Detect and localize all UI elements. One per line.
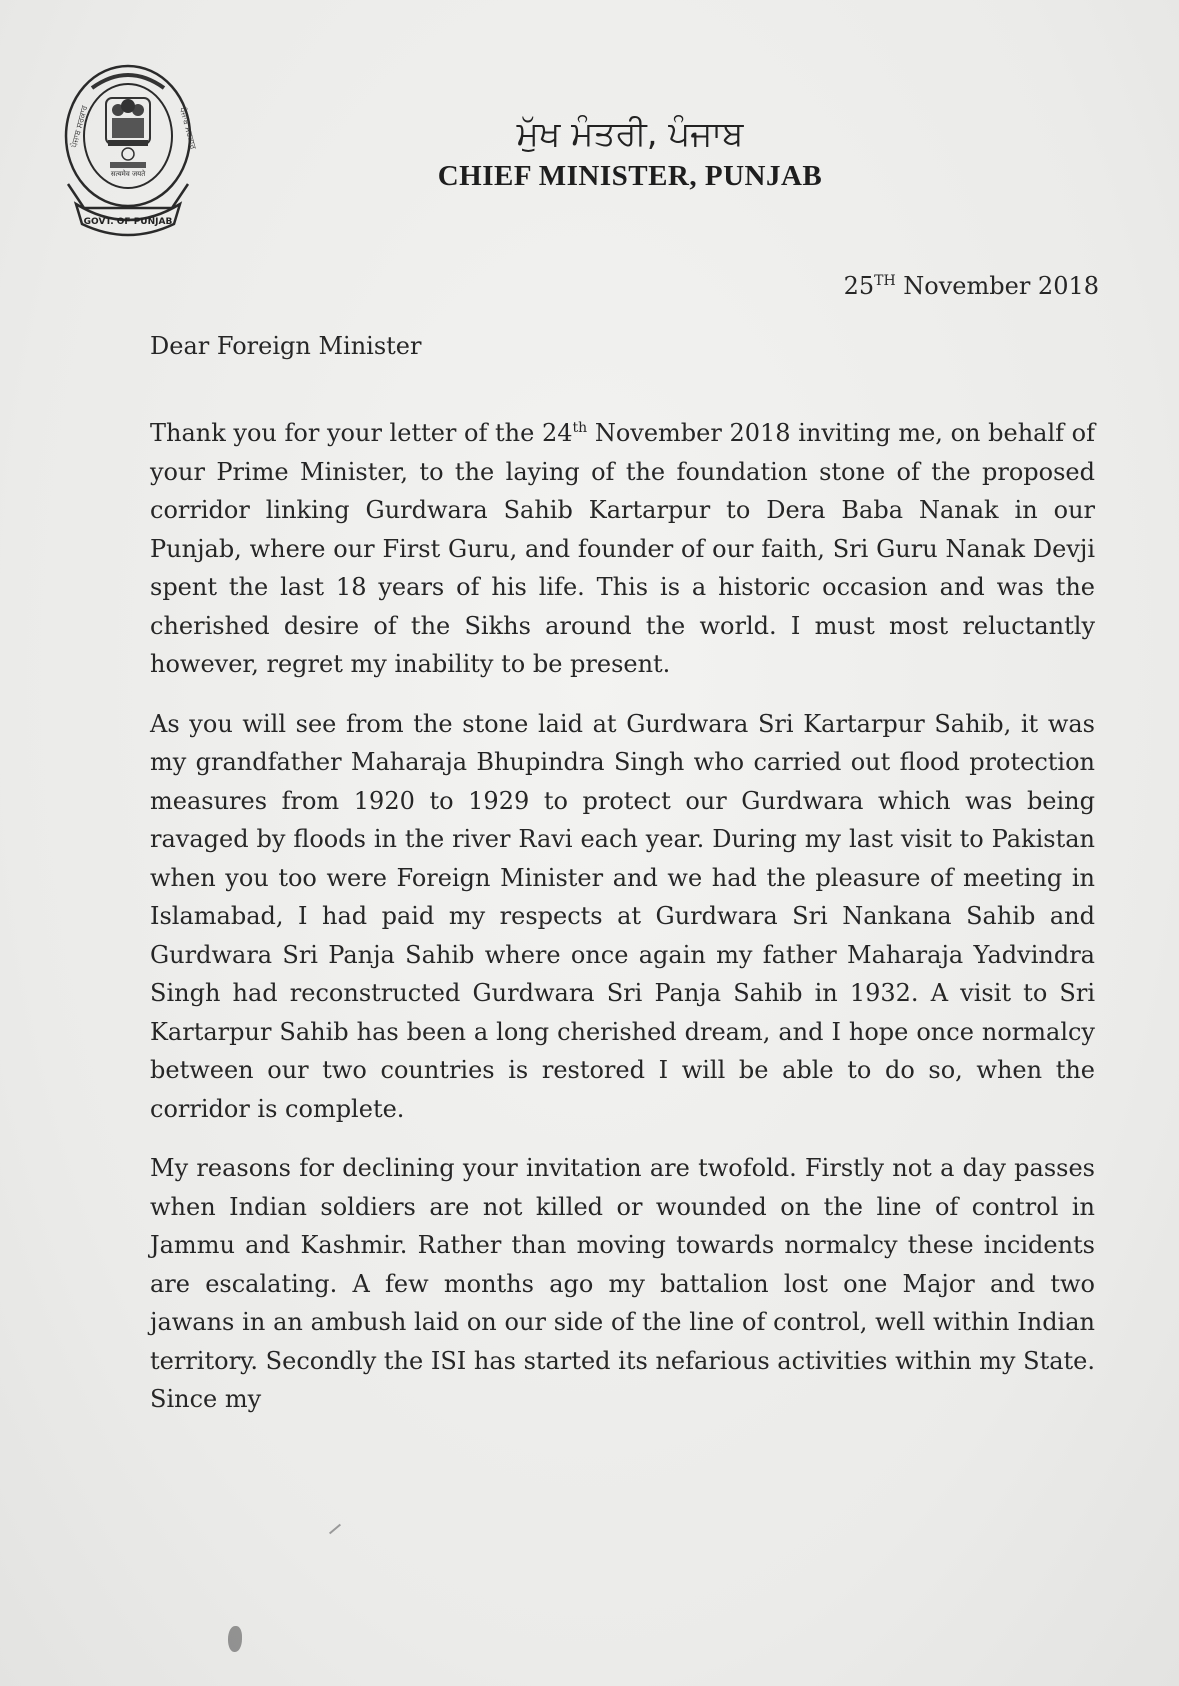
seal-right-text: ਪੰਜਾਬ ਸਰਕਾਰ: [178, 106, 198, 151]
letter-body: [150, 414, 1095, 1440]
ink-smudge: [228, 1626, 242, 1652]
date-suffix: TH: [874, 273, 896, 289]
seal-bottom-text: GOVT. OF PUNJAB: [83, 217, 173, 227]
government-seal-icon: [62, 58, 198, 236]
letterhead-title-punjabi: ਮੁੱਖ ਮੰਤਰੀ, ਪੰਜਾਬ: [516, 114, 744, 154]
paragraph-1-rest: November 2018 inviting me, on behalf of your Prime Minister, to the laying of the foundation stone of the proposed corridor linking Gurdwara Sahib Kartarpur to Dera Baba Nanak in our Punjab, where our First Guru, and founder of our faith, Sri Guru Nanak Devji spent the last 18 years of his life. This is a historic occasion and was the cherished desire of the Sikhs around the world. I must most reluctantly however, regret my inability to be present.: [150, 419, 1095, 678]
date-day: 25: [843, 272, 875, 300]
seal-left-text: ਪੰਜਾਬ ਸਰਕਾਰ: [69, 104, 90, 149]
paragraph-1-start: Thank you for your letter of the 24: [150, 419, 573, 447]
paragraph-3: My reasons for declining your invitation are twofold. Firstly not a day passes when Indian soldiers are not killed or wounded on the line of control in Jammu and Kashmir. Rather than moving towards normalcy these incidents are escalating. A few months ago my battalion lost one Major and two jawans in an ambush laid on our side of the line of control, well within Indian territory. Secondly the ISI has started its nefarious activities within my State. Since my: [150, 1154, 1095, 1413]
paragraph-2: As you will see from the stone laid at Gurdwara Sri Kartarpur Sahib, it was my grandfather Maharaja Bhupindra Singh who carried out flood protection measures from 1920 to 1929 to protect our Gurdwara which was being ravaged by floods in the river Ravi each year. During my last visit to Pakistan when you too were Foreign Minister and we had the pleasure of meeting in Islamabad, I had paid my respects at Gurdwara Sri Nankana Sahib and Gurdwara Sri Panja Sahib where once again my father Maharaja Yadvindra Singh had reconstructed Gurdwara Sri Panja Sahib in 1932. A visit to Sri Kartarpur Sahib has been a long cherished dream, and I hope once normalcy between our two countries is restored I will be able to do so, when the corridor is complete.: [150, 709, 1095, 1123]
salutation: Dear Foreign Minister: [150, 332, 422, 360]
paragraph-1-ordinal: th: [572, 420, 588, 436]
seal-motto: सत्यमेव जयते: [110, 170, 146, 178]
date-month-year: November 2018: [895, 272, 1099, 300]
letterhead-title-english: CHIEF MINISTER, PUNJAB: [437, 160, 823, 192]
paragraph-1: [150, 414, 1095, 684]
letter-date: [844, 272, 1099, 300]
